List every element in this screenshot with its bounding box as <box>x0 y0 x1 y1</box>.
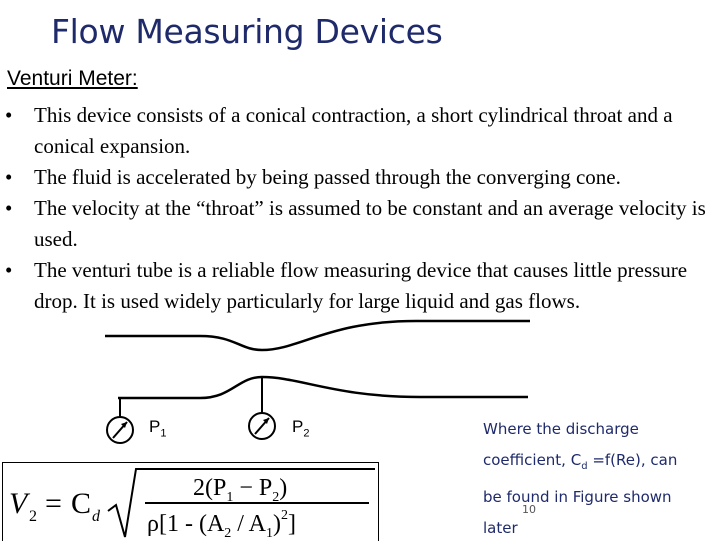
formula-graphic <box>3 463 378 541</box>
bullet-item: • The velocity at the “throat” is assumed to be constant and an average velocity is used. <box>5 193 717 255</box>
formula-lhs-sub: 2 <box>29 508 37 525</box>
formula-denominator: $\rho[1 - (A_2 / A_1)^2]$ <box>147 508 296 541</box>
venturi-upper-wall <box>105 321 530 350</box>
slide-title: Flow Measuring Devices <box>51 12 443 51</box>
formula-coef: C <box>71 487 92 520</box>
bullet-item: • The venturi tube is a reliable flow measuring device that causes little pressure drop. It is used widely particularly for large liquid and gas flows. <box>5 255 717 317</box>
pressure-label-2: $P_2$ <box>292 417 310 440</box>
discharge-coefficient-note: Where the discharge coefficient, $C_d =f(Re)$, can be found in Figure shown later <box>483 420 678 537</box>
gauge-1-icon <box>107 417 133 443</box>
formula-equals: = <box>45 487 62 520</box>
bullet-list <box>5 100 717 317</box>
section-heading: Venturi Meter: <box>7 67 138 90</box>
pressure-label-1: $P_1$ <box>149 417 167 440</box>
venturi-formula <box>2 462 379 541</box>
venturi-lower-wall <box>118 377 528 398</box>
formula-lhs: V <box>9 487 28 520</box>
gauge-2-icon <box>249 413 275 439</box>
bullet-item: • This device consists of a conical contraction, a short cylindrical throat and a conical expansion. <box>5 100 717 162</box>
formula-coef-sub: d <box>92 508 100 525</box>
slide-number: 10 <box>522 503 536 516</box>
formula-numerator: $2(P_1 - P_2)$ <box>193 475 288 505</box>
bullet-item: • The fluid is accelerated by being passed through the converging cone. <box>5 162 717 193</box>
